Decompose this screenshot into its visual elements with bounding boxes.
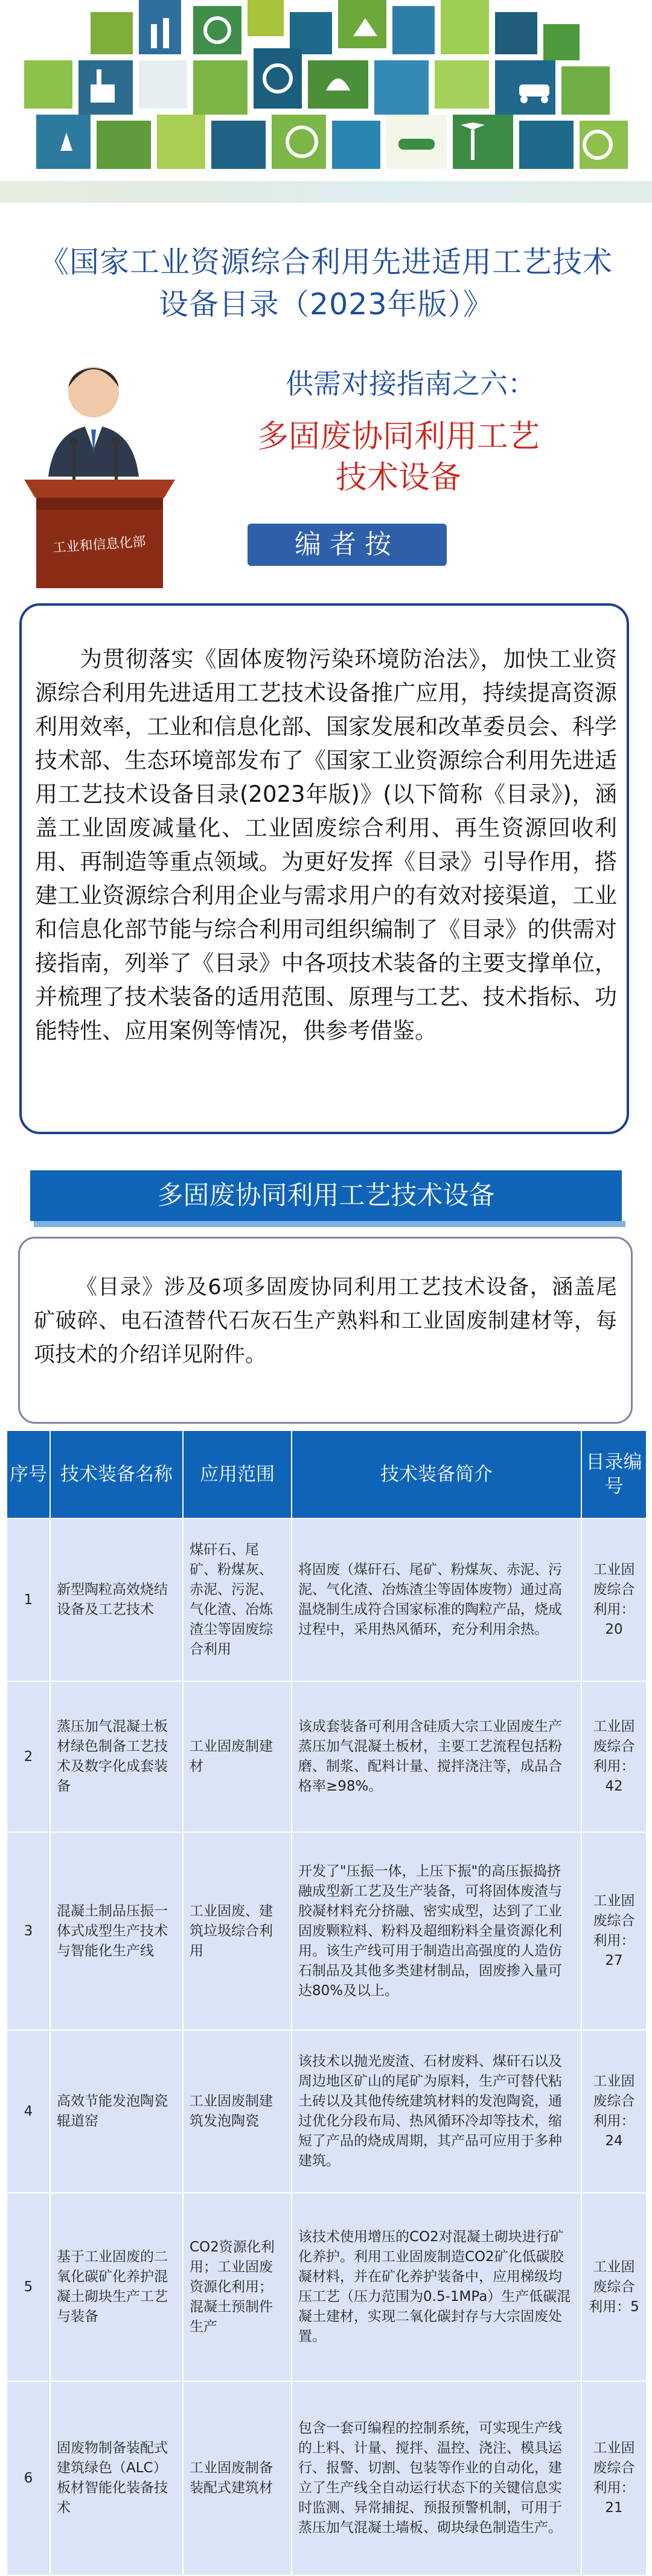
row-no: 3 (7, 1832, 50, 2030)
editor-note-label: 编者按 (295, 529, 400, 560)
row-no: 1 (7, 1518, 50, 1681)
technology-table (6, 1430, 647, 2576)
summary-paragraph: 《目录》涉及6项多固废协同利用工艺技术设备，涵盖尾矿破碎、电石渣替代石灰石生产熟料和工业固废制建材等，每项技术的介绍详见附件。 (34, 1275, 617, 1367)
section-band (30, 1170, 622, 1221)
topic-title-line2: 技术设备 (335, 460, 461, 496)
row-name: 基于工业固废的二氧化碳矿化养护混凝土砌块生产工艺与装备 (50, 2193, 183, 2381)
row-name: 混凝土制品压振一体式成型生产技术与智能化生产线 (50, 1832, 183, 2030)
row-scope: 工业固废、建筑垃圾综合利用 (183, 1832, 292, 2030)
guide-subtitle: 供需对接指南之六： (286, 367, 535, 400)
header-code: 目录编号 (581, 1430, 647, 1518)
hero-stripe (0, 181, 652, 203)
row-scope: 煤矸石、尾矿、粉煤灰、赤泥、污泥、气化渣、冶炼渣尘等固废综合利用 (183, 1518, 292, 1681)
table-header-row (7, 1430, 647, 1518)
document-title: 《国家工业资源综合利用先进适用工艺技术设备目录（2023年版）》 (39, 245, 613, 322)
row-intro: 将固废（煤矸石、尾矿、粉煤灰、赤泥、污泥、气化渣、冶炼渣尘等固体废物）通过高温烧制生成符合国家标准的陶粒产品，烧成过程中，采用热风循环，充分利用余热。 (292, 1518, 581, 1681)
row-code: 工业固废综合利用：20 (581, 1518, 647, 1681)
row-no: 2 (7, 1681, 50, 1832)
row-scope: CO2资源化利用；工业固废资源化利用；混凝土预制件生产 (183, 2193, 292, 2381)
row-name: 固废物制备装配式建筑绿色（ALC）板材智能化装备技术 (50, 2381, 183, 2575)
row-no: 5 (7, 2193, 50, 2381)
topic-title-line1: 多固废协同利用工艺 (257, 419, 540, 455)
row-code: 工业固废综合利用：21 (581, 2381, 647, 2575)
row-intro: 该技术以抛光废渣、石材废料、煤矸石以及周边地区矿山的尾矿为原料，生产可替代粘土砖以及其他传统建筑材料的发泡陶瓷，通过优化分段布局、热风循环冷却等技术，缩短了产品的烧成周期，其产品可应用于多种建筑。 (292, 2030, 581, 2193)
row-name: 高效节能发泡陶瓷辊道窑 (50, 2030, 183, 2193)
row-name: 蒸压加气混凝土板材绿色制备工艺技术及数字化成套装备 (50, 1681, 183, 1832)
row-code: 工业固废综合利用：5 (581, 2193, 647, 2381)
row-intro: 开发了"压振一体，上压下振"的高压振捣挤融成型新工艺及生产装备，可将固体废渣与胶凝材料充分挤融、密实成型，达到了工业固废颗粒料、粉料及超细粉料全量资源化利用。该生产线可用于制造出高强度的人造仿石制品及其他多类建材制品，固废掺入量可达80%及以上。 (292, 1832, 581, 2030)
row-scope: 工业固废制备装配式建筑材 (183, 2381, 292, 2575)
header-intro: 技术装备简介 (292, 1430, 581, 1518)
header-scope: 应用范围 (183, 1430, 292, 1518)
row-scope: 工业固废制建筑发泡陶瓷 (183, 2030, 292, 2193)
row-no: 4 (7, 2030, 50, 2193)
row-intro: 该成套装备可利用含硅质大宗工业固废生产蒸压加气混凝土板材，主要工艺流程包括粉磨、制浆、配料计量、搅拌浇注等，成品合格率≥98%。 (292, 1681, 581, 1832)
table-row (7, 2381, 647, 2575)
row-code: 工业固废综合利用：27 (581, 1832, 647, 2030)
header-no: 序号 (7, 1430, 50, 1518)
row-name: 新型陶粒高效烧结设备及工艺技术 (50, 1518, 183, 1681)
hero-banner (0, 0, 652, 217)
table-row (7, 1832, 647, 2030)
section-band-shadow (34, 1221, 625, 1227)
editor-note-badge (248, 524, 447, 566)
row-code: 工业固废综合利用：42 (581, 1681, 647, 1832)
header-name: 技术装备名称 (50, 1430, 183, 1518)
table-row (7, 2193, 647, 2381)
section-band-title: 多固废协同利用工艺技术设备 (157, 1181, 495, 1211)
row-scope: 工业固废制建材 (183, 1681, 292, 1832)
row-intro: 该技术使用增压的CO2对混凝土砌块进行矿化养护。利用工业固废制造CO2矿化低碳胶凝材料，并在矿化养护装备中，应用梯级均压工艺（压力范围为0.5-1MPa）生产低碳混凝土建材，实现二氧化碳封存与大宗固废处置。 (292, 2193, 581, 2381)
podium-label: 工业和信息化部 (52, 534, 147, 556)
row-intro: 包含一套可编程的控制系统，可实现生产线的上料、计量、搅拌、温控、浇注、模具运行、报警、切割、包装等作业的自动化，建立了生产线全自动运行状态下的关键信息实时监测、异常捕捉、预报预警机制，可用于蒸压加气混凝土墙板、砌块绿色制造生产。 (292, 2381, 581, 2575)
row-code: 工业固废综合利用：24 (581, 2030, 647, 2193)
speaker-podium-illustration (12, 350, 193, 591)
intro-paragraph: 为贯彻落实《固体废物污染环境防治法》，加快工业资源综合利用先进适用工艺技术设备推广应用，持续提高资源利用效率，工业和信息化部、国家发展和改革委员会、科学技术部、生态环境部发布了《国家工业资源综合利用先进适用工艺技术设备目录(2023年版)》(以下简称《目录》)，涵盖工业固废减量化、工业固废综合利用、再生资源回收利用、再制造等重点领域。为更好发挥《目录》引导作用，搭建工业资源综合利用企业与需求用户的有效对接渠道，工业和信息化部节能与综合利用司组织编制了《目录》的供需对接指南，列举了《目录》中各项技术装备的主要支撑单位，并梳理了技术装备的适用范围、原理与工艺、技术指标、功能特性、应用案例等情况，供参考借鉴。 (35, 646, 617, 1044)
topic-title (181, 416, 616, 498)
table-row (7, 2030, 647, 2193)
table-row (7, 1518, 647, 1681)
row-no: 6 (7, 2381, 50, 2575)
table-row (7, 1681, 647, 1832)
